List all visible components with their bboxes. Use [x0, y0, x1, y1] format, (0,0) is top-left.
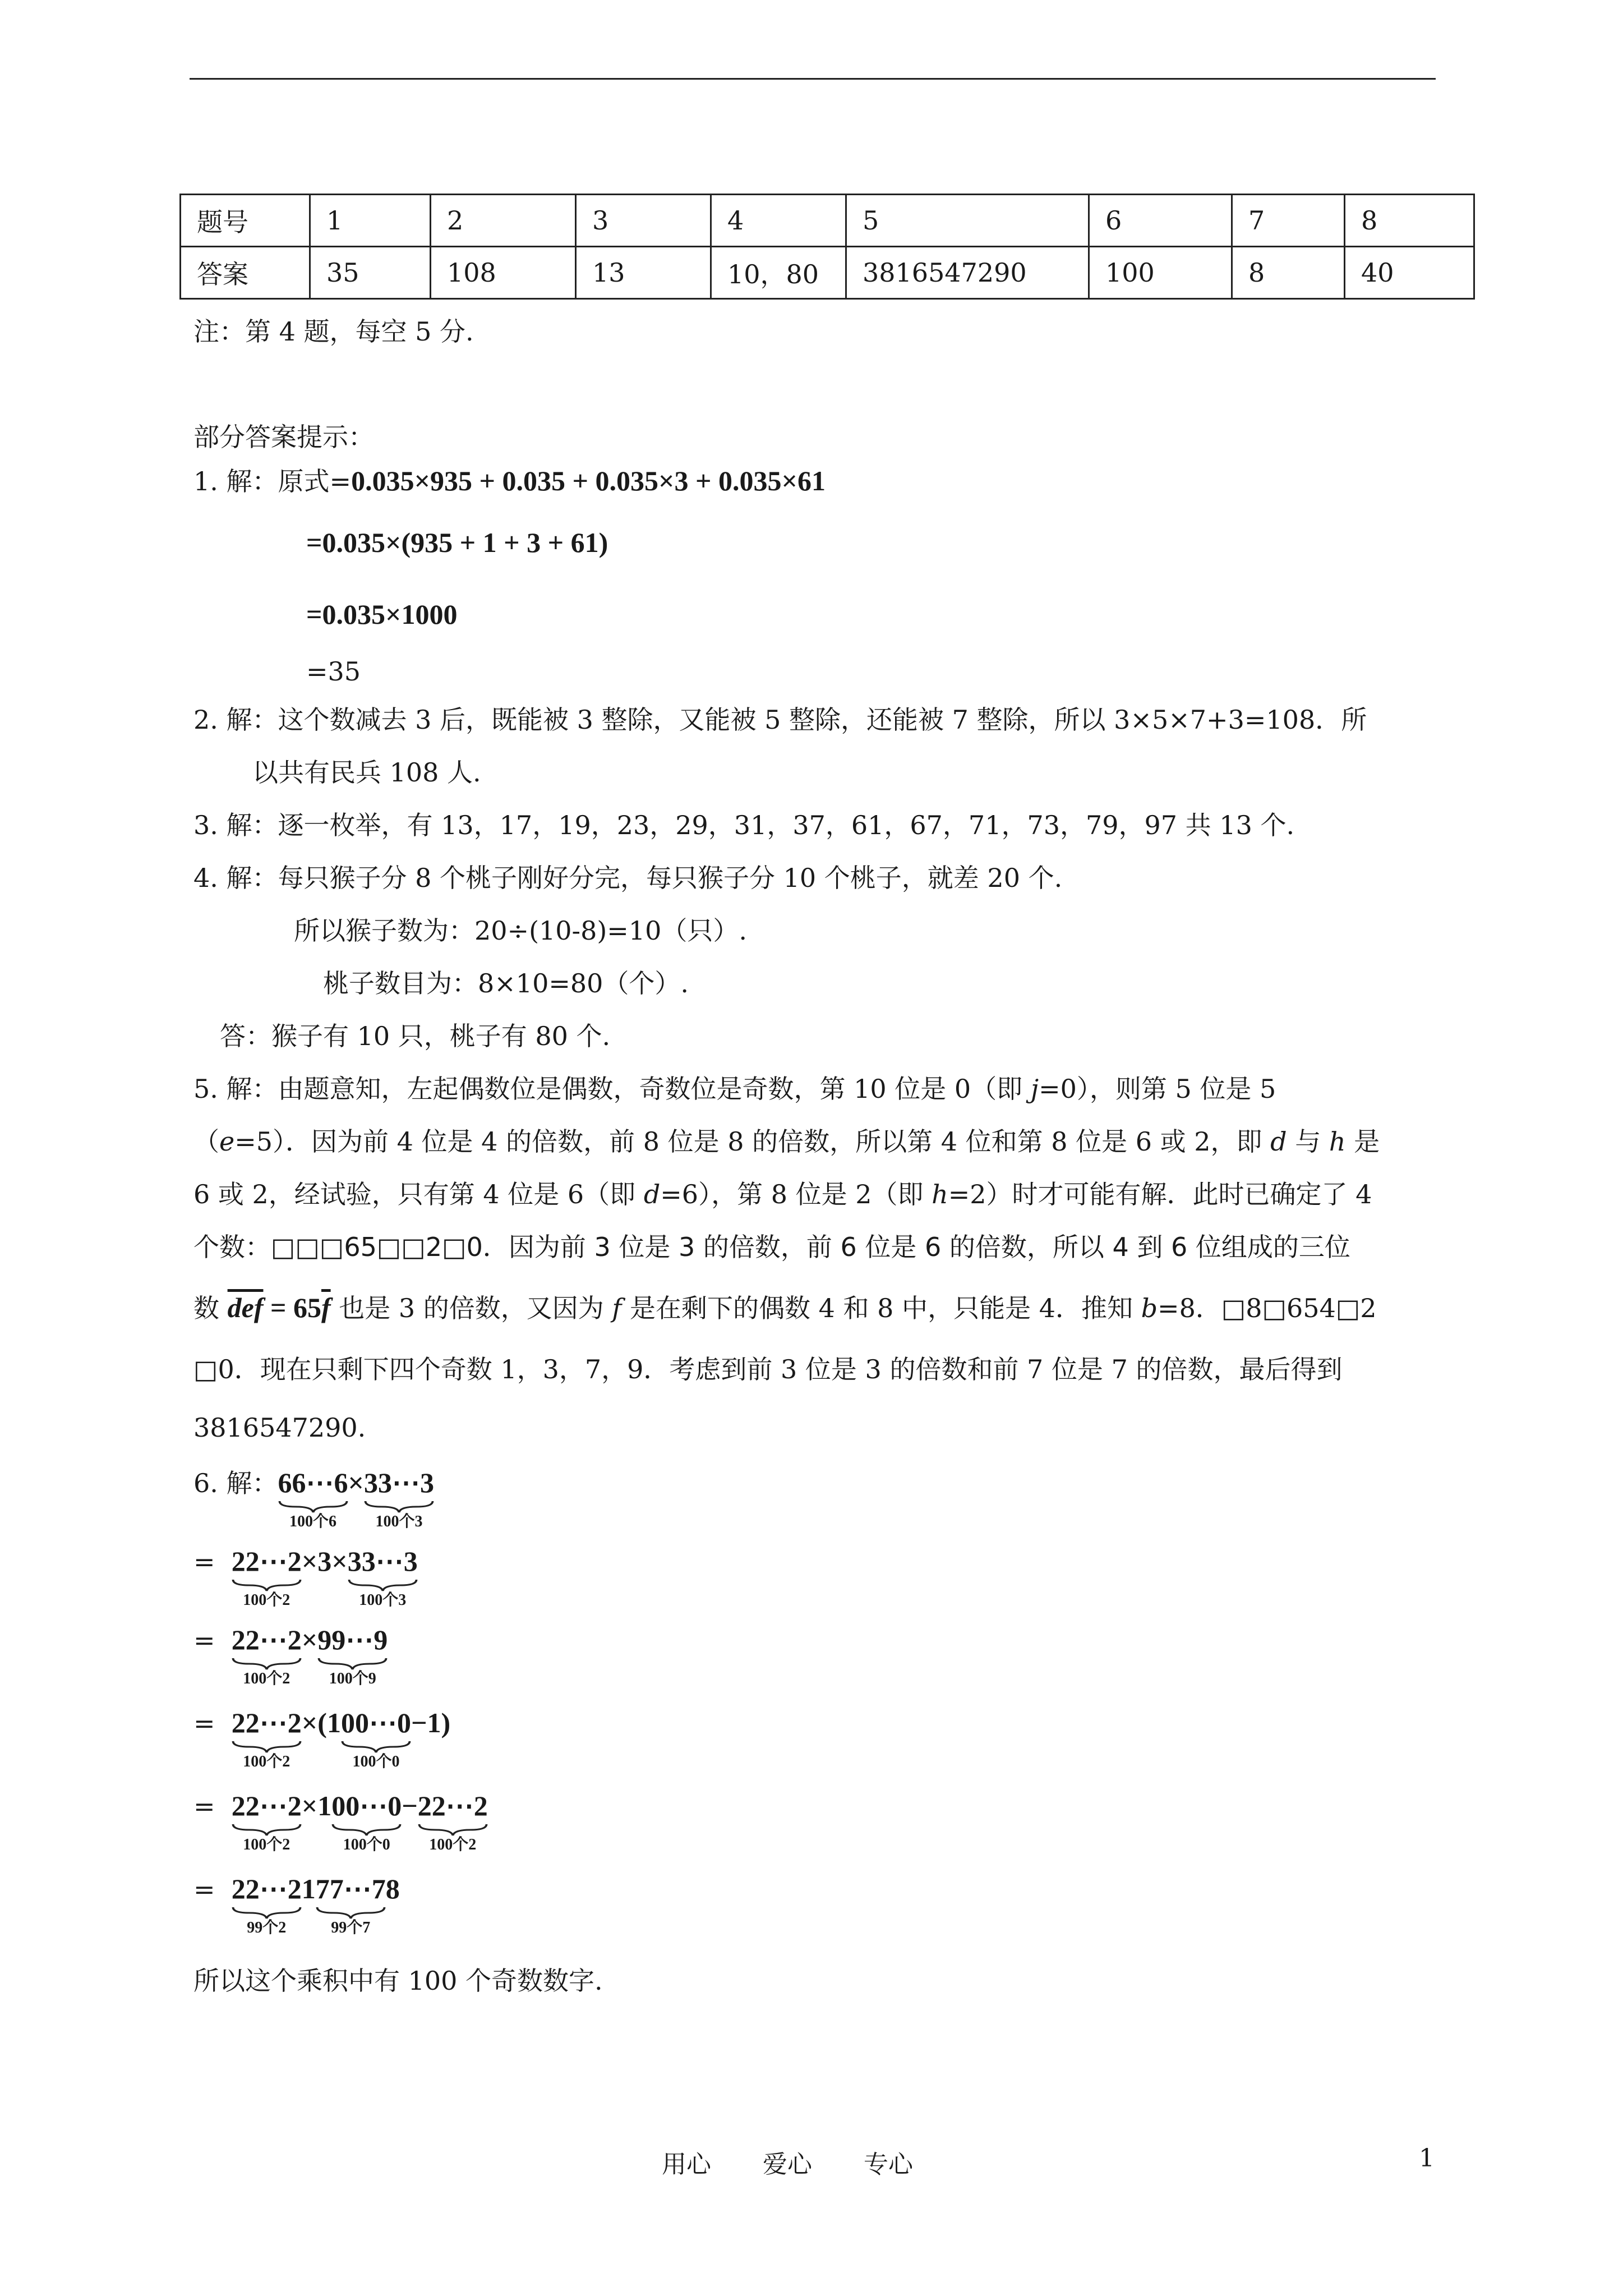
table-row — [181, 195, 1474, 247]
variable: f — [612, 1293, 622, 1323]
underbrace-icon — [278, 1500, 348, 1513]
solution-2-line2: 以共有民兵 108 人. — [252, 757, 481, 788]
table-row — [181, 247, 1474, 299]
text-run: （ — [193, 1126, 219, 1157]
page-number: 1 — [1419, 2144, 1435, 2173]
brace-label: 100个2 — [243, 1836, 291, 1853]
table-cell: 8 — [1232, 247, 1345, 299]
digits: 99⋯9 — [317, 1624, 388, 1655]
solution-1-expr: 0.035×935 + 0.035 + 0.035×3 + 0.035×61 — [351, 465, 826, 496]
operator: × — [301, 1624, 318, 1655]
text-run: 5. 解：由题意知，左起偶数位是偶数，奇数位是奇数，第 10 位是 0（即 — [193, 1074, 1031, 1104]
digits: 77⋯7 — [315, 1873, 386, 1904]
header-rule — [190, 78, 1436, 80]
underbrace-icon — [317, 1657, 388, 1671]
variable: h — [1329, 1126, 1346, 1157]
math-run: = 65 — [263, 1292, 321, 1323]
variable: b — [1141, 1293, 1158, 1323]
underbrace-icon — [232, 1823, 302, 1837]
digits: 00⋯0 — [331, 1790, 402, 1821]
solution-4-line3: 桃子数目为：8×10=80（个）. — [323, 968, 689, 999]
table-cell: 108 — [431, 247, 576, 299]
digit: 8 — [385, 1873, 400, 1904]
footer-word: 用心 — [662, 2150, 711, 2179]
text-run: =8．□8□654□2 — [1158, 1293, 1377, 1323]
variable: d — [643, 1179, 661, 1209]
underbraced-number — [232, 1705, 302, 1770]
underbrace-icon — [232, 1579, 302, 1592]
table-cell: 7 — [1232, 195, 1345, 247]
table-cell: 35 — [310, 247, 431, 299]
operator: ×(1 — [301, 1707, 341, 1738]
digit: 1 — [301, 1873, 316, 1904]
digits: 22⋯2 — [231, 1545, 302, 1577]
underbrace-icon — [341, 1740, 411, 1754]
variable: h — [932, 1179, 948, 1209]
solution-1-line3: =0.035×1000 — [306, 599, 458, 630]
table-cell: 3816547290 — [846, 247, 1089, 299]
digits: 22⋯2 — [231, 1707, 302, 1738]
underbrace-icon — [316, 1906, 386, 1920]
equals: = — [193, 1874, 215, 1904]
solution-6-row4 — [193, 1705, 450, 1770]
table-cell: 13 — [576, 247, 711, 299]
equals: = — [193, 1625, 215, 1655]
table-cell: 8 — [1345, 195, 1474, 247]
digits: 00⋯0 — [340, 1707, 411, 1738]
underbrace-icon — [364, 1500, 434, 1513]
underbraced-number — [348, 1544, 418, 1609]
underbrace-icon — [232, 1740, 302, 1754]
underbraced-number — [232, 1544, 302, 1609]
table-cell: 10，80 — [711, 247, 846, 299]
solution-6-row1 — [193, 1465, 434, 1530]
solution-5-line2 — [193, 1124, 1380, 1159]
solution-2-line1: 2. 解：这个数减去 3 后，既能被 3 整除，又能被 5 整除，还能被 7 整除，所以 3×5×7+3=108．所 — [193, 705, 1367, 735]
solution-6-row5 — [193, 1788, 488, 1853]
table-cell: 3 — [576, 195, 711, 247]
brace-label: 99个2 — [247, 1919, 287, 1936]
table-cell: 5 — [846, 195, 1089, 247]
underbrace-icon — [331, 1823, 402, 1837]
underbrace-icon — [348, 1579, 418, 1592]
table-cell: 100 — [1089, 247, 1232, 299]
brace-label: 100个9 — [329, 1670, 376, 1687]
footer-word: 专心 — [864, 2150, 913, 2179]
variable: e — [219, 1126, 235, 1157]
solution-6-row6 — [193, 1871, 400, 1936]
brace-label: 100个3 — [359, 1591, 407, 1609]
solution-1-line2: =0.035×(935 + 1 + 3 + 61) — [306, 527, 608, 558]
scoring-note: 注：第 4 题，每空 5 分. — [193, 316, 474, 347]
text-run: 也是 3 的倍数，又因为 — [330, 1293, 612, 1323]
underbrace-icon — [232, 1906, 302, 1920]
solution-5-line5 — [193, 1290, 1377, 1326]
underbraced-number — [232, 1871, 302, 1936]
digits: 22⋯2 — [231, 1624, 302, 1655]
solution-1-line1 — [193, 463, 826, 499]
underbraced-number — [317, 1622, 388, 1687]
brace-label: 100个2 — [243, 1670, 291, 1687]
digits: 33⋯3 — [364, 1467, 435, 1498]
solution-6-row2 — [193, 1544, 418, 1609]
brace-label: 100个2 — [429, 1836, 477, 1853]
equals: = — [193, 1547, 215, 1577]
underbraced-number — [418, 1788, 488, 1853]
underbraced-number — [232, 1788, 302, 1853]
underbraced-number — [364, 1465, 434, 1530]
text-run: 是在剩下的偶数 4 和 8 中，只能是 4．推知 — [621, 1293, 1141, 1323]
text-run: 与 — [1287, 1126, 1329, 1157]
solution-4-line1: 4. 解：每只猴子分 8 个桃子刚好分完，每只猴子分 10 个桃子，就差 20 个. — [193, 863, 1063, 893]
solution-6-conclusion: 所以这个乘积中有 100 个奇数数字. — [193, 1966, 603, 1996]
solution-6-label: 6. 解： — [193, 1468, 278, 1498]
solution-6-row3 — [193, 1622, 388, 1687]
solution-3-line1: 3. 解：逐一枚举，有 13，17，19，23，29，31，37，61，67，71，73，79，97 共 13 个. — [193, 810, 1295, 840]
table-cell: 6 — [1089, 195, 1232, 247]
solution-5-line6: □0．现在只剩下四个奇数 1，3，7，9．考虑到前 3 位是 3 的倍数和前 7 位是 7 的倍数，最后得到 — [193, 1354, 1343, 1384]
digits: 33⋯3 — [347, 1545, 418, 1577]
operator: × — [348, 1467, 365, 1498]
overlined-number: $\overline{def}$ — [227, 1292, 264, 1323]
table-cell: 答案 — [181, 247, 310, 299]
digits: 22⋯2 — [417, 1790, 488, 1821]
underbraced-number — [278, 1465, 348, 1530]
brace-label: 100个2 — [243, 1591, 291, 1609]
brace-label: 100个0 — [352, 1753, 400, 1770]
brace-label: 100个6 — [289, 1513, 337, 1530]
text-run: =5）．因为前 4 位是 4 的倍数，前 8 位是 8 的倍数，所以第 4 位和第 8 位是 6 或 2，即 — [234, 1126, 1271, 1157]
brace-label: 99个7 — [331, 1919, 371, 1936]
operator: ×3× — [301, 1545, 348, 1577]
brace-label: 100个0 — [343, 1836, 390, 1853]
operator: ×1 — [301, 1790, 332, 1821]
solution-4-line2: 所以猴子数为：20÷(10-8)=10（只）. — [294, 915, 748, 946]
table-cell: 4 — [711, 195, 846, 247]
variable: j — [1030, 1074, 1039, 1104]
overlined-number: $\overline{f}$ — [321, 1292, 331, 1323]
solution-4-answer: 答：猴子有 10 只，桃子有 80 个. — [220, 1021, 611, 1051]
text-run: 数 — [193, 1293, 228, 1323]
underbraced-number — [341, 1705, 411, 1770]
text-run: =6），第 8 位是 2（即 — [660, 1179, 932, 1209]
variable: d — [1270, 1126, 1287, 1157]
underbraced-number — [331, 1788, 402, 1853]
digits: 22⋯2 — [231, 1790, 302, 1821]
solution-5-line4: 个数：□□□65□□2□0．因为前 3 位是 3 的倍数，前 6 位是 6 的倍数，所以 4 到 6 位组成的三位 — [193, 1232, 1350, 1262]
digits: 22⋯2 — [231, 1873, 302, 1904]
equals: = — [193, 1708, 215, 1738]
solution-5-line7: 3816547290. — [193, 1412, 366, 1443]
answer-table — [179, 194, 1475, 300]
text-run: 6 或 2，经试验，只有第 4 位是 6（即 — [193, 1179, 644, 1209]
table-cell: 题号 — [181, 195, 310, 247]
underbrace-icon — [232, 1657, 302, 1671]
operator: −1) — [411, 1707, 451, 1738]
equals: = — [193, 1791, 215, 1821]
underbrace-icon — [418, 1823, 488, 1837]
solution-1-label: 1. 解：原式= — [193, 466, 352, 496]
text-run: =2）时才可能有解．此时已确定了 4 — [948, 1179, 1372, 1209]
hints-title: 部分答案提示： — [193, 422, 374, 452]
operator: − — [402, 1790, 418, 1821]
solution-1-line4: =35 — [306, 656, 361, 687]
solution-5-line1 — [193, 1071, 1276, 1106]
text-run: 是 — [1345, 1126, 1380, 1157]
footer-word: 爱心 — [763, 2150, 812, 2179]
table-cell: 40 — [1345, 247, 1474, 299]
underbraced-number — [316, 1871, 386, 1936]
underbraced-number — [232, 1622, 302, 1687]
table-cell: 2 — [431, 195, 576, 247]
text-run: =0），则第 5 位是 5 — [1039, 1074, 1276, 1104]
solution-5-line3 — [193, 1177, 1372, 1212]
brace-label: 100个3 — [375, 1513, 423, 1530]
brace-label: 100个2 — [243, 1753, 291, 1770]
digits: 66⋯6 — [278, 1467, 348, 1498]
table-cell: 1 — [310, 195, 431, 247]
